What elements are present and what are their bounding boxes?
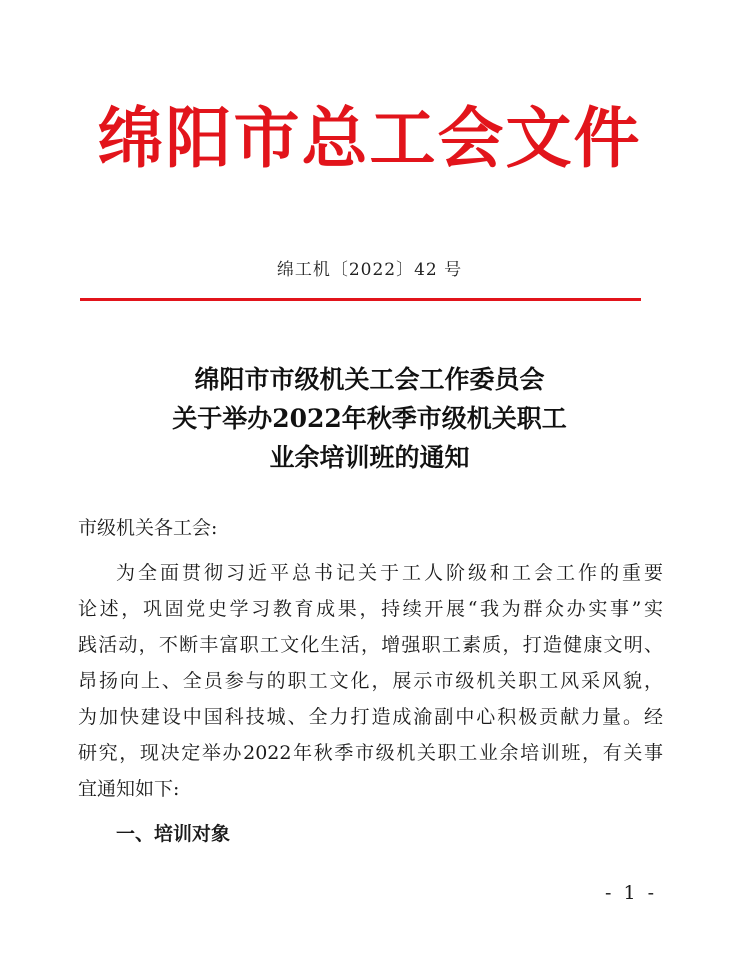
paragraph-line: 研究，现决定举办2022年秋季市级机关职工业余培训班，有关事 [78, 742, 663, 764]
notice-title-line: 关于举办2022年秋季市级机关职工 [172, 404, 567, 433]
paragraph-line: 宜通知如下: [78, 778, 180, 800]
body-paragraph [78, 555, 663, 807]
section-heading: 一、培训对象 [116, 823, 231, 845]
notice-title-line: 绵阳市市级机关工会工作委员会 [194, 365, 545, 394]
salutation: 市级机关各工会: [78, 517, 218, 539]
red-divider-line [80, 298, 641, 301]
paragraph-line: 昂扬向上、全员参与的职工文化，展示市级机关职工风采风貌， [78, 670, 663, 692]
paragraph-line: 践活动，不断丰富职工文化生活，增强职工素质，打造健康文明、 [78, 634, 663, 656]
notice-title-line: 业余培训班的通知 [269, 443, 470, 472]
page-number: - 1 - [604, 882, 657, 904]
notice-title [60, 360, 679, 477]
paragraph-line: 为加快建设中国科技城、全力打造成渝副中心积极贡献力量。经 [78, 706, 663, 728]
paragraph-line: 论述，巩固党史学习教育成果，持续开展“我为群众办实事”实 [78, 598, 663, 620]
issuer-header-title: 绵阳市总工会文件 [97, 99, 642, 177]
document-number: 绵工机〔2022〕42 号 [276, 260, 463, 280]
paragraph-line: 为全面贯彻习近平总书记关于工人阶级和工会工作的重要 [116, 562, 663, 584]
